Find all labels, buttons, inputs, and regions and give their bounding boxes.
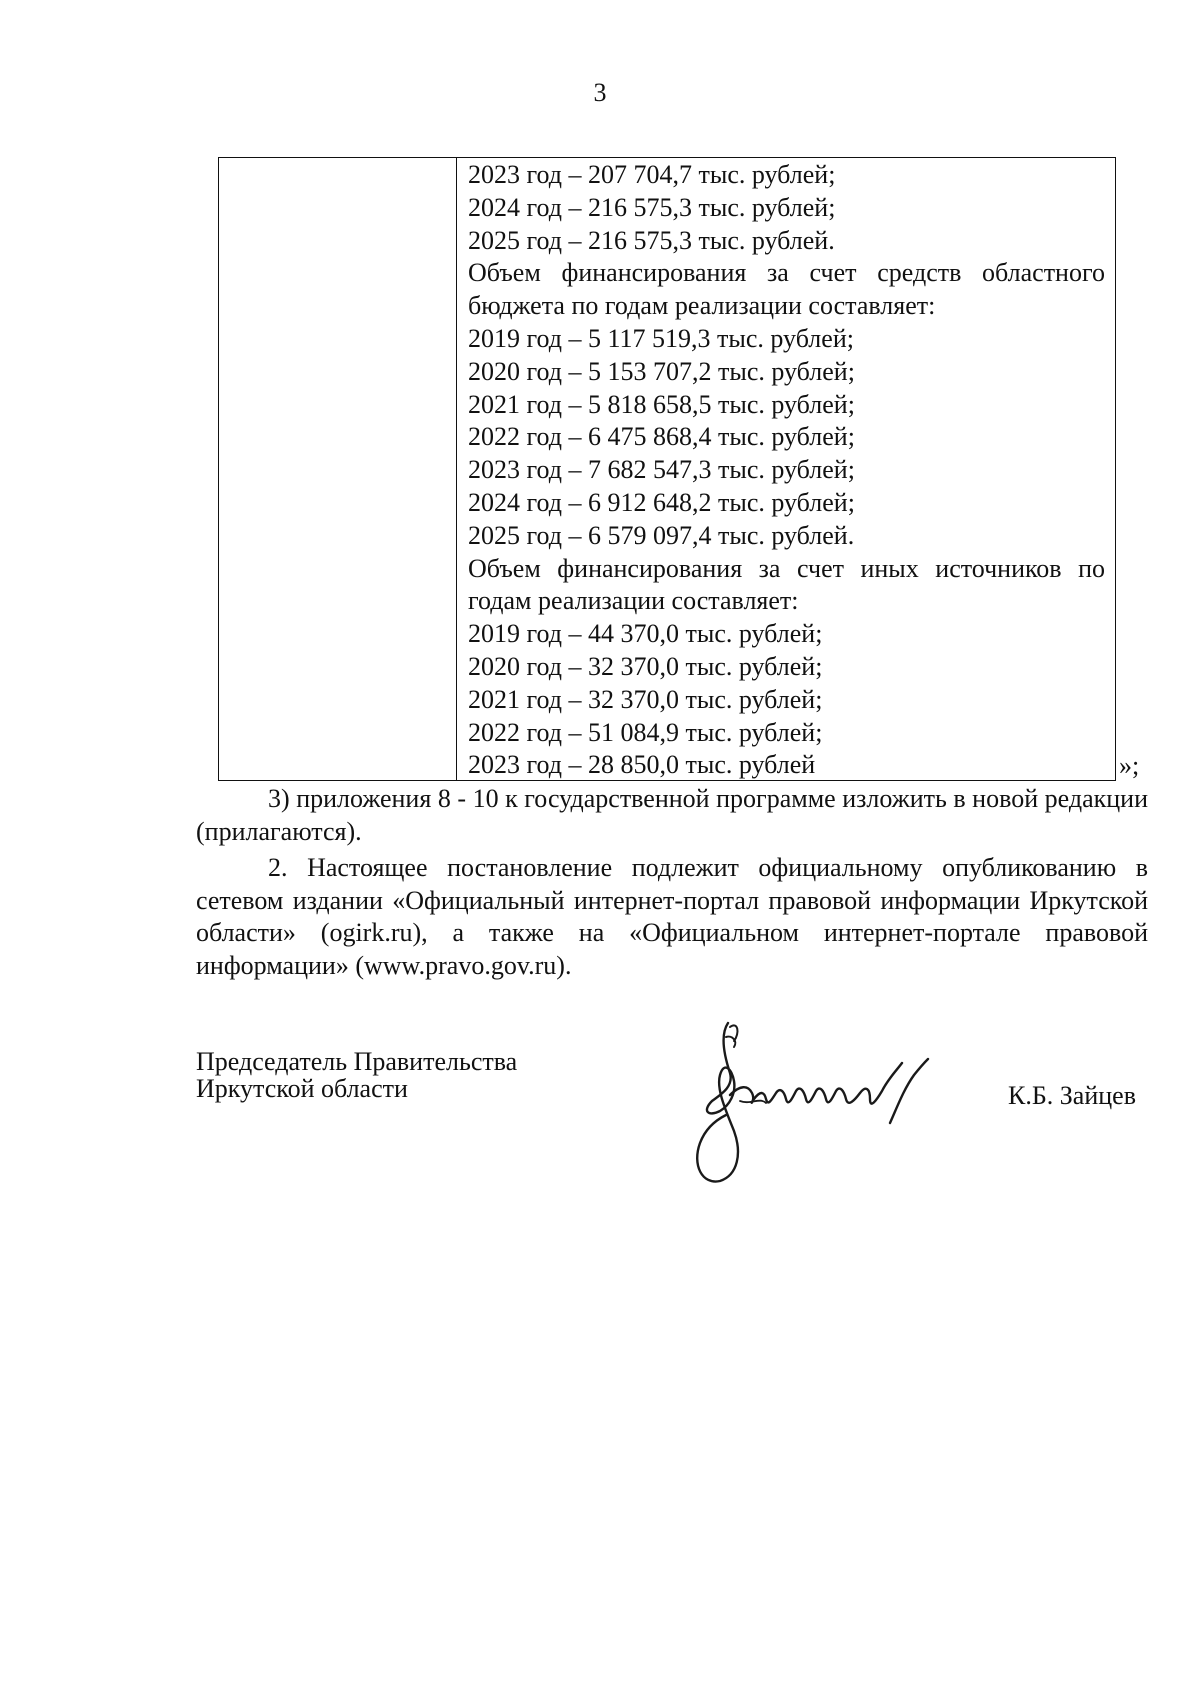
other-sources-intro: Объем финансирования за счет иных источников по годам реализации составляет: — [468, 553, 1105, 616]
closing-quote: »; — [1119, 751, 1140, 780]
signatory-title-line: Председатель Правительства — [196, 1047, 518, 1076]
regional-budget-line: 2024 год – 6 912 648,2 тыс. рублей; — [468, 487, 855, 517]
other-sources-line: 2019 год – 44 370,0 тыс. рублей; — [468, 619, 823, 649]
financing-line: 2024 год – 216 575,3 тыс. рублей; — [468, 192, 836, 222]
table-left-cell — [219, 158, 457, 780]
regional-budget-line: 2025 год – 6 579 097,4 тыс. рублей. — [468, 520, 855, 550]
page-number: 3 — [593, 78, 607, 107]
other-sources-line: 2021 год – 32 370,0 тыс. рублей; — [468, 684, 823, 714]
regional-budget-line: 2021 год – 5 818 658,5 тыс. рублей; — [468, 389, 855, 419]
regional-budget-line: 2022 год – 6 475 868,4 тыс. рублей; — [468, 422, 855, 452]
other-sources-line: 2022 год – 51 084,9 тыс. рублей; — [468, 717, 823, 747]
amendment-item-3 — [196, 783, 1148, 848]
handwritten-signature — [690, 1015, 960, 1187]
other-sources-line: 2020 год – 32 370,0 тыс. рублей; — [468, 651, 823, 681]
table-right-cell — [457, 158, 1115, 780]
signatory-title — [196, 1048, 517, 1102]
financing-line: 2023 год – 207 704,7 тыс. рублей; — [468, 160, 836, 189]
financing-line: 2025 год – 216 575,3 тыс. рублей. — [468, 225, 835, 255]
publication-clause-text: 2. Настоящее постановление подлежит официальному опубликованию в сетевом издании «Официальный интернет-портал правовой информации Иркутской области» (ogirk.ru), а также на «Официальном интернет-портале правовой информации» (www.pravo.gov.ru). — [196, 853, 1148, 980]
regional-budget-line: 2020 год – 5 153 707,2 тыс. рублей; — [468, 356, 855, 386]
signatory-title-line: Иркутской области — [196, 1074, 408, 1103]
other-sources-line: 2023 год – 28 850,0 тыс. рублей — [468, 750, 816, 780]
financing-table — [218, 157, 1116, 781]
regional-budget-line: 2023 год – 7 682 547,3 тыс. рублей; — [468, 455, 855, 485]
signatory-name: К.Б. Зайцев — [1008, 1081, 1136, 1110]
regional-budget-line: 2019 год – 5 117 519,3 тыс. рублей; — [468, 323, 854, 353]
amendment-item-3-text: 3) приложения 8 - 10 к государственной программе изложить в новой редакции (прилагаются). — [196, 784, 1148, 846]
publication-clause — [196, 852, 1148, 982]
regional-budget-intro: Объем финансирования за счет средств областного бюджета по годам реализации составляет: — [468, 258, 1105, 321]
